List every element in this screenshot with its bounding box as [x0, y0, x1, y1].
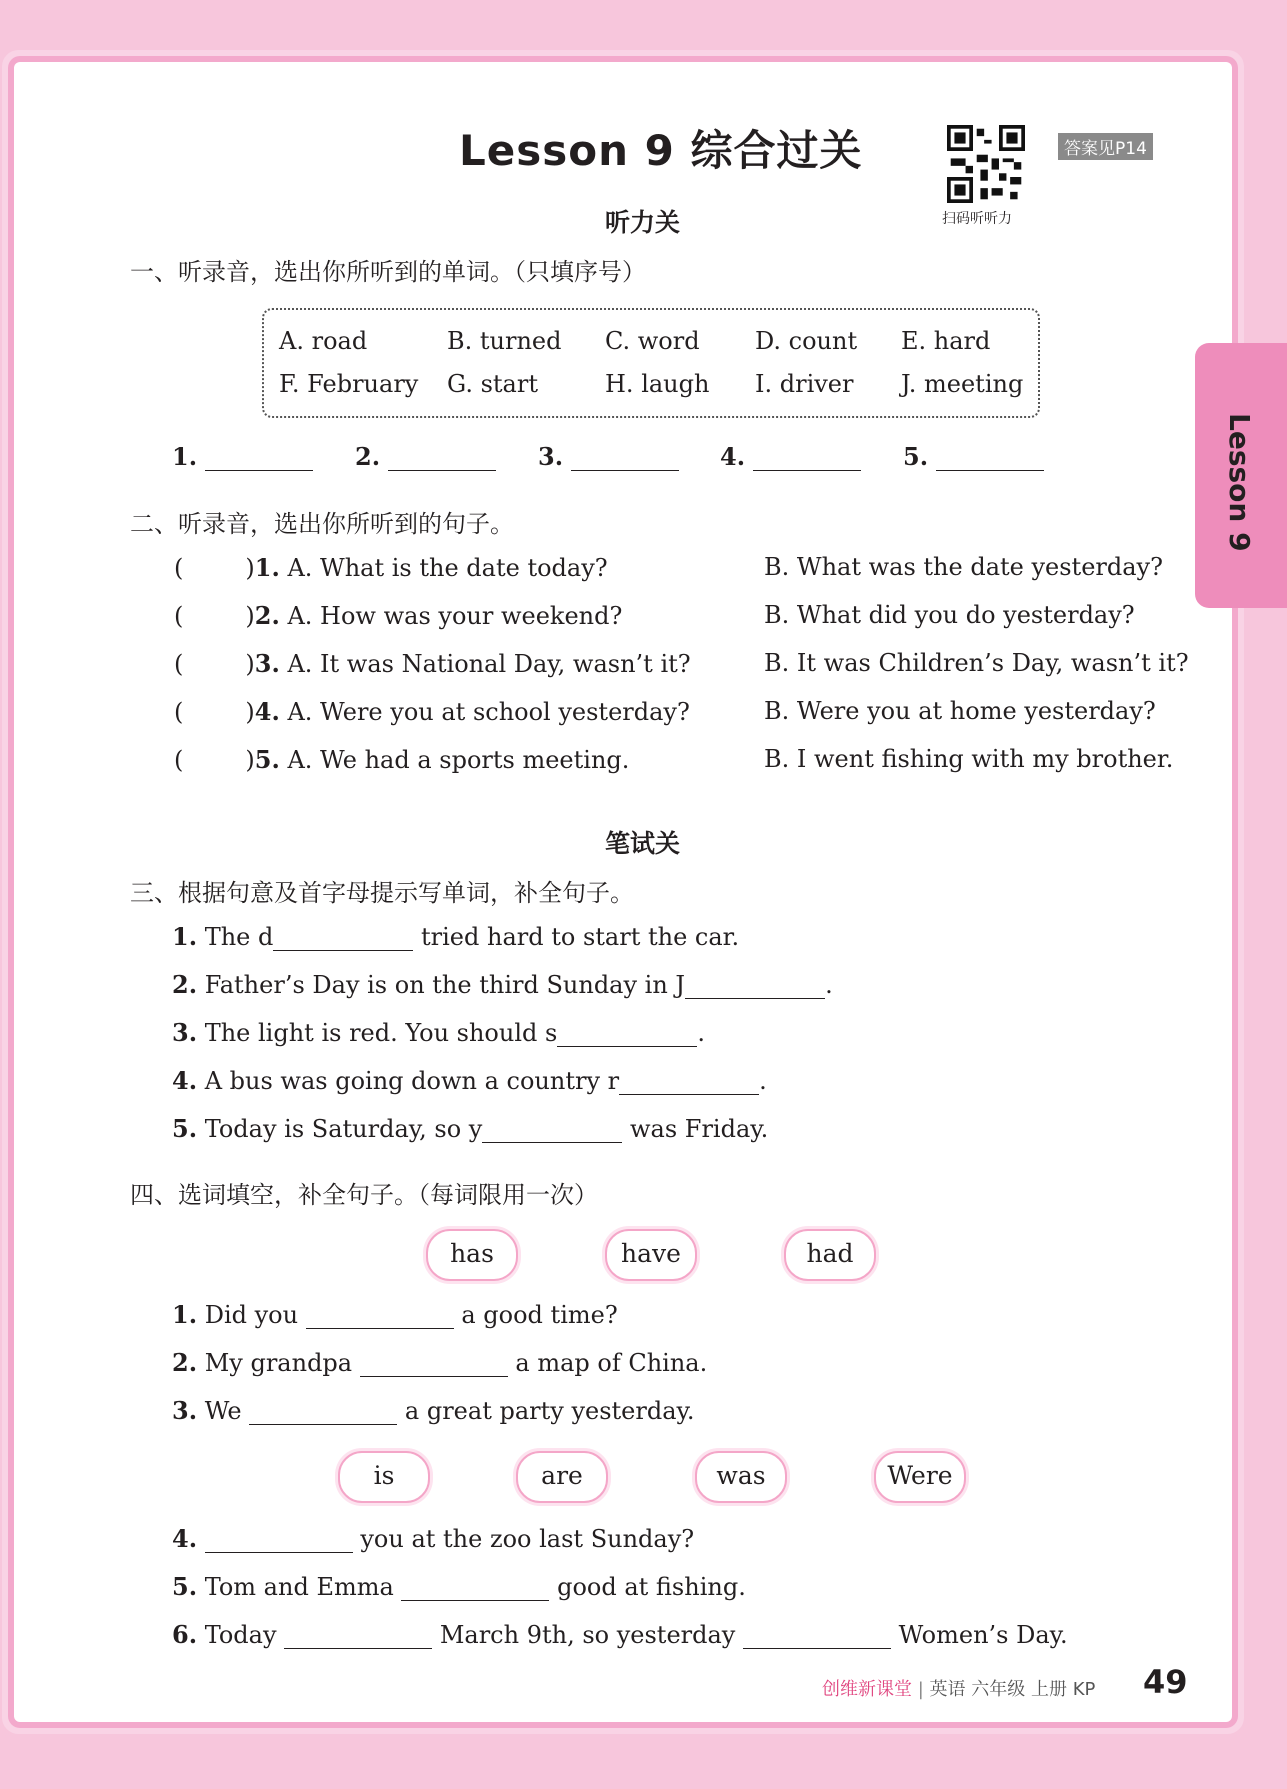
choice-row: ( )5. A. We had a sports meeting.	[174, 745, 630, 774]
word-option: B. turned	[447, 327, 562, 355]
sentence-end: Women’s Day.	[898, 1621, 1068, 1649]
section-listening-title: 听力关	[605, 208, 681, 237]
qr-label: 扫码听听力	[942, 211, 1012, 227]
fill-sentence	[172, 970, 833, 999]
footer-info	[822, 1675, 1095, 1701]
question-2-heading: 二、听录音，选出你所听到的句子。	[130, 510, 514, 538]
answer-reference-badge: 答案见P14	[1058, 133, 1153, 160]
word-option: C. word	[605, 327, 700, 355]
item-number: 2.	[172, 1348, 198, 1377]
question-1-heading: 一、听录音，选出你所听到的单词。（只填序号）	[130, 258, 646, 286]
side-lesson-tab	[1195, 343, 1287, 608]
answer-blank-2[interactable]	[355, 442, 496, 471]
sentence-end: good at fishing.	[557, 1573, 746, 1601]
word-option: I. driver	[755, 370, 854, 398]
sentence-end: .	[697, 1019, 705, 1047]
item-number: 1.	[172, 1300, 198, 1329]
sentence-end: tried hard to start the car.	[421, 923, 740, 951]
option-a: A. We had a sports meeting.	[287, 746, 630, 774]
sentence-end: a map of China.	[515, 1349, 708, 1377]
item-number: 4.	[254, 697, 280, 726]
fill-sentence	[172, 1114, 768, 1143]
item-number: 2.	[254, 601, 280, 630]
word-cloud: Were	[874, 1451, 966, 1503]
choice-row: ( )3. A. It was National Day, wasn’t it?	[174, 649, 691, 678]
answer-blank-5[interactable]	[903, 442, 1044, 471]
answer-line[interactable]	[482, 1116, 622, 1143]
item-number: 2.	[172, 970, 198, 999]
answer-line[interactable]	[743, 1622, 891, 1649]
option-b: B. What did you do yesterday?	[764, 601, 1135, 629]
answer-line[interactable]	[388, 444, 496, 471]
item-number: 6.	[172, 1620, 198, 1649]
item-number: 3.	[172, 1396, 198, 1425]
option-a: A. How was your weekend?	[287, 602, 623, 630]
question-4-heading: 四、选词填空，补全句子。（每词限用一次）	[130, 1181, 598, 1209]
answer-line[interactable]	[753, 444, 861, 471]
item-number: 3.	[254, 649, 280, 678]
footer-divider: |	[917, 1679, 924, 1700]
choice-row: ( )4. A. Were you at school yesterday?	[174, 697, 690, 726]
word-cloud: has	[426, 1229, 518, 1281]
page-title: Lesson 9 综合过关	[459, 126, 863, 175]
answer-blank-1[interactable]	[172, 442, 313, 471]
word-cloud: have	[605, 1229, 697, 1281]
blank-number: 3.	[538, 442, 564, 471]
sentence-end: a good time?	[461, 1301, 618, 1329]
answer-line[interactable]	[284, 1622, 432, 1649]
fill-sentence	[172, 1620, 1068, 1649]
answer-line[interactable]	[571, 444, 679, 471]
item-number: 5.	[254, 745, 280, 774]
item-number: 4.	[172, 1066, 198, 1095]
answer-line[interactable]	[205, 444, 313, 471]
sentence-start: Tom and Emma	[204, 1573, 394, 1601]
side-tab-label: Lesson 9	[1223, 413, 1256, 552]
word-cloud: was	[695, 1451, 787, 1503]
answer-line[interactable]	[401, 1574, 549, 1601]
footer-brand: 创维新课堂	[822, 1679, 912, 1700]
fill-sentence	[172, 1348, 707, 1377]
answer-line[interactable]	[936, 444, 1044, 471]
sentence-start: The d	[204, 923, 274, 951]
item-number: 1.	[172, 922, 198, 951]
question-3-heading: 三、根据句意及首字母提示写单词，补全句子。	[130, 879, 634, 907]
sentence-end: .	[759, 1067, 767, 1095]
fill-sentence	[172, 1524, 694, 1553]
word-option: A. road	[279, 327, 368, 355]
qr-code-icon[interactable]	[947, 125, 1025, 203]
word-option: E. hard	[901, 327, 991, 355]
word-option: H. laugh	[605, 370, 710, 398]
fill-sentence	[172, 1066, 767, 1095]
sentence-start: We	[204, 1397, 242, 1425]
section-writing-title: 笔试关	[605, 829, 681, 858]
sentence-end: a great party yesterday.	[404, 1397, 695, 1425]
word-option: G. start	[447, 370, 538, 398]
word-option: F. February	[279, 370, 419, 398]
blank-number: 1.	[172, 442, 198, 471]
sentence-start: Father’s Day is on the third Sunday in J	[204, 971, 686, 999]
page-number: 49	[1143, 1663, 1188, 1701]
word-bank-box	[262, 308, 1040, 418]
word-option: J. meeting	[901, 370, 1024, 398]
fill-sentence	[172, 1300, 618, 1329]
word-option: D. count	[755, 327, 858, 355]
answer-line[interactable]	[685, 972, 825, 999]
word-cloud: are	[516, 1451, 608, 1503]
option-a: A. It was National Day, wasn’t it?	[287, 650, 691, 678]
fill-sentence	[172, 922, 739, 951]
answer-line[interactable]	[306, 1302, 454, 1329]
blank-number: 5.	[903, 442, 929, 471]
option-b: B. It was Children’s Day, wasn’t it?	[764, 649, 1189, 677]
sentence-start: Did you	[204, 1301, 299, 1329]
blank-number: 2.	[355, 442, 381, 471]
item-number: 5.	[172, 1114, 198, 1143]
option-a: A. What is the date today?	[287, 554, 608, 582]
blank-number: 4.	[720, 442, 746, 471]
fill-sentence	[172, 1396, 695, 1425]
answer-line[interactable]	[249, 1398, 397, 1425]
choice-row: ( )1. A. What is the date today?	[174, 553, 608, 582]
answer-line[interactable]	[360, 1350, 508, 1377]
word-cloud: had	[784, 1229, 876, 1281]
sentence-end: you at the zoo last Sunday?	[360, 1525, 695, 1553]
option-b: B. Were you at home yesterday?	[764, 697, 1156, 725]
footer-details: 英语 六年级 上册 KP	[929, 1679, 1096, 1700]
option-a: A. Were you at school yesterday?	[287, 698, 690, 726]
answer-blank-4[interactable]	[720, 442, 861, 471]
item-number: 1.	[254, 553, 280, 582]
item-number: 5.	[172, 1572, 198, 1601]
item-number: 3.	[172, 1018, 198, 1047]
fill-sentence	[172, 1572, 746, 1601]
answer-line[interactable]	[557, 1020, 697, 1047]
choice-row: ( )2. A. How was your weekend?	[174, 601, 623, 630]
answer-blank-3[interactable]	[538, 442, 679, 471]
answer-line[interactable]	[205, 1526, 353, 1553]
answer-line[interactable]	[273, 924, 413, 951]
item-number: 4.	[172, 1524, 198, 1553]
option-b: B. What was the date yesterday?	[764, 553, 1163, 581]
sentence-start: My grandpa	[204, 1349, 353, 1377]
word-cloud: is	[338, 1451, 430, 1503]
sentence-middle: March 9th, so yesterday	[439, 1621, 736, 1649]
answer-line[interactable]	[619, 1068, 759, 1095]
sentence-start: Today is Saturday, so y	[204, 1115, 483, 1143]
sentence-start: A bus was going down a country r	[204, 1067, 620, 1095]
sentence-start: Today	[204, 1621, 277, 1649]
sentence-end: .	[825, 971, 833, 999]
fill-sentence	[172, 1018, 705, 1047]
sentence-start: The light is red. You should s	[204, 1019, 558, 1047]
sentence-end: was Friday.	[630, 1115, 769, 1143]
option-b: B. I went fishing with my brother.	[764, 745, 1174, 773]
